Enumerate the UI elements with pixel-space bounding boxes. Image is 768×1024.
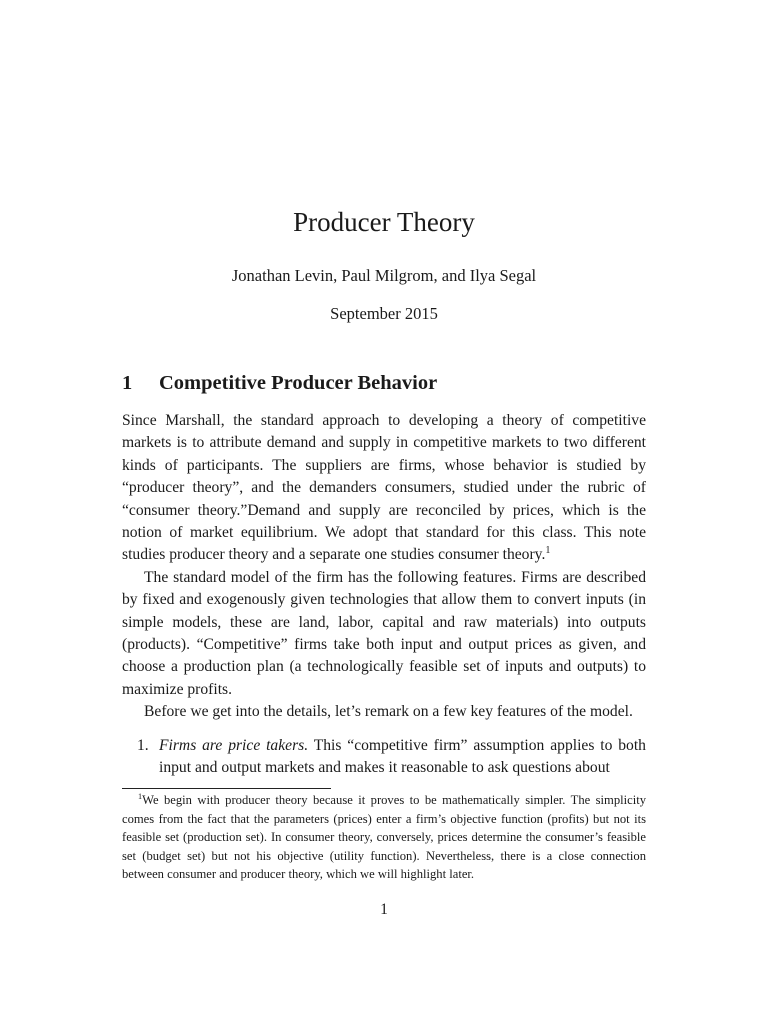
document-title: Producer Theory — [293, 207, 475, 237]
list-item-text: This “competitive firm” assumption applies to both input and output markets and makes it reasonable to ask questions about — [159, 736, 646, 777]
document-date: September 2015 — [330, 304, 438, 323]
section-body — [122, 410, 646, 780]
footnote — [122, 791, 646, 884]
list-item — [122, 735, 646, 780]
paragraph-text: Since Marshall, the standard approach to developing a theory of competitive markets is to attribute demand and supply in competitive markets to two different kinds of participants. The suppliers are firms, whose behavior is studied by “producer theory”, and the demanders consumers, studied under the rubric of “consumer theory.”Demand and supply are reconciled by prices, which is the notion of market equilibrium. We adopt that standard for this class. This note studies producer theory and a separate one studies consumer theory. — [122, 412, 646, 564]
list-item-marker: 1. — [137, 736, 149, 754]
footnote-mark: 1 — [138, 791, 143, 801]
document-authors: Jonathan Levin, Paul Milgrom, and Ilya Segal — [231, 266, 537, 285]
footnote-rule — [122, 788, 331, 789]
section-title: Competitive Producer Behavior — [159, 372, 438, 394]
section-number: 1 — [122, 372, 133, 394]
section-heading — [122, 369, 437, 397]
paragraph: The standard model of the firm has the following features. Firms are described by fixed and exogenously given technologies that allow them to convert inputs (in simple models, these are land, labor, capital and raw materials) into outputs (products). “Competitive” firms take both input and output prices as given, and choose a production plan (a technologically feasible set of inputs and outputs) to maximize profits. — [122, 568, 646, 698]
numbered-list — [122, 735, 646, 780]
paragraph — [122, 410, 646, 567]
footnote-text: We begin with producer theory because it proves to be mathematically simpler. The simplicity comes from the fact that the parameters (prices) enter a firm’s objective function (profits) but not its feasible set (production set). In consumer theory, conversely, prices determine the consumer’s feasible set (budget set) but not his objective (utility function). Nevertheless, there is a close connection between consumer and producer theory, which we will highlight later. — [122, 793, 646, 882]
paragraph: Before we get into the details, let’s remark on a few key features of the model. — [144, 703, 633, 721]
footnote-reference[interactable]: 1 — [545, 545, 551, 557]
list-item-lead: Firms are price takers. — [159, 736, 309, 754]
page-number: 1 — [380, 901, 388, 918]
